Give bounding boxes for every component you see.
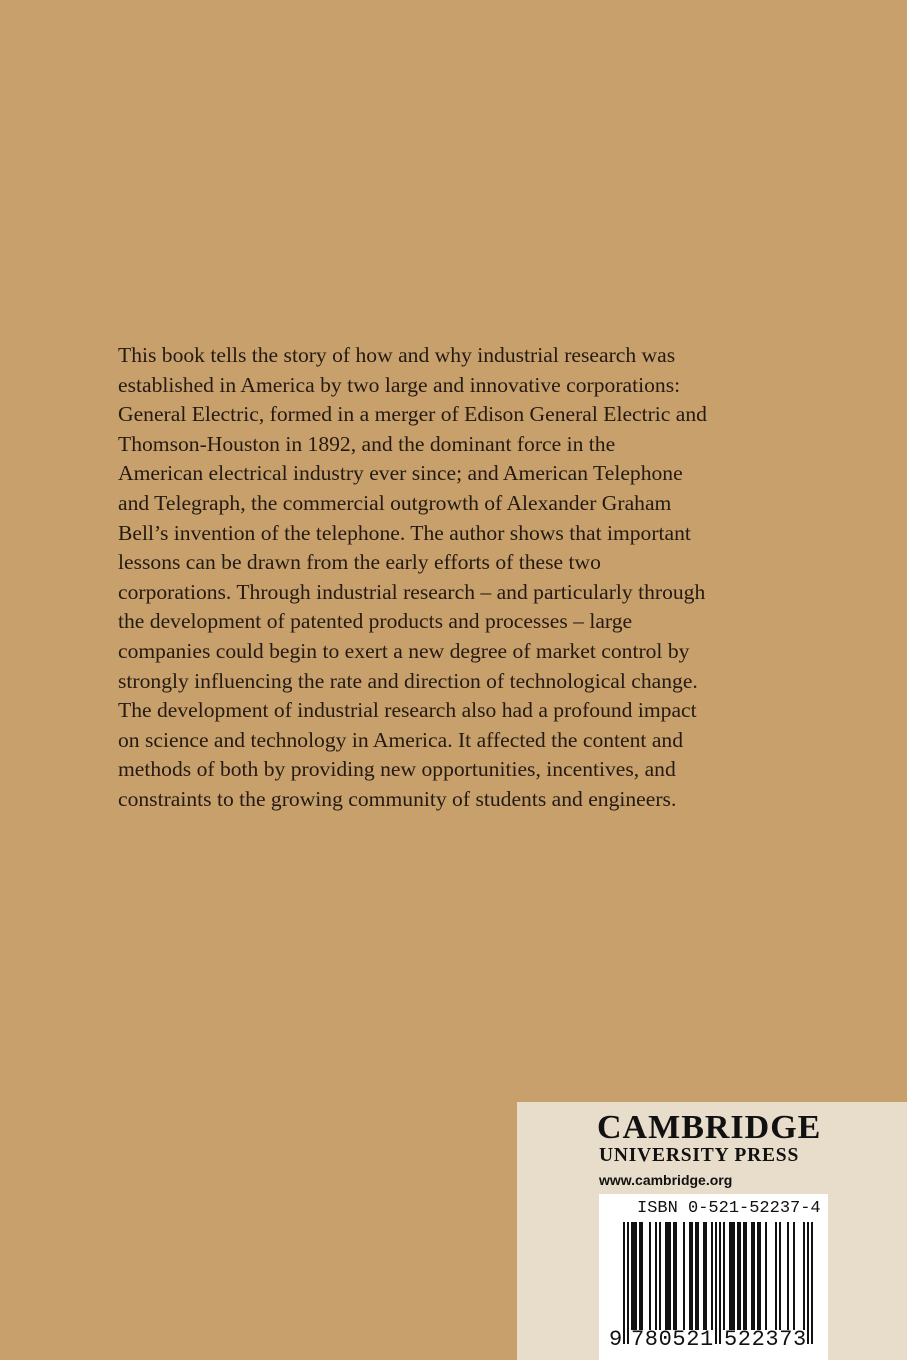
description-line: constraints to the growing community of students and engineers.: [118, 786, 677, 811]
barcode-bar: [719, 1222, 721, 1344]
barcode-bar: [691, 1222, 693, 1330]
description-line: General Electric, formed in a merger of Edison General Electric and: [118, 402, 707, 427]
barcode-bar: [683, 1222, 685, 1330]
barcode-bar: [751, 1222, 753, 1330]
barcode-bar: [631, 1222, 633, 1330]
barcode-bar: [635, 1222, 637, 1330]
description-line: corporations. Through industrial research – and particularly through: [118, 579, 706, 604]
barcode: [599, 1194, 828, 1360]
barcode-bar: [675, 1222, 677, 1330]
barcode-bar: [753, 1222, 755, 1330]
barcode-bar: [757, 1222, 759, 1330]
description-line: established in America by two large and innovative corporations:: [118, 372, 681, 397]
publisher-website: www.cambridge.org: [599, 1172, 733, 1188]
barcode-bar: [745, 1222, 747, 1330]
description-line: lessons can be drawn from the early efforts of these two: [118, 550, 601, 575]
isbn-label: ISBN 0-521-52237-4: [637, 1199, 821, 1218]
description-line: This book tells the story of how and why industrial research was: [118, 343, 676, 367]
barcode-bar: [649, 1222, 651, 1330]
barcode-bar: [703, 1222, 705, 1330]
barcode-bar: [669, 1222, 671, 1330]
barcode-bar: [765, 1222, 767, 1330]
barcode-bar: [733, 1222, 735, 1330]
ean-first-digit: 9: [609, 1327, 623, 1352]
barcode-bar: [807, 1222, 809, 1344]
description-line: Bell’s invention of the telephone. The author shows that important: [118, 520, 691, 545]
barcode-bar: [743, 1222, 745, 1330]
description-line: methods of both by providing new opportunities, incentives, and: [118, 757, 676, 782]
barcode-bar: [689, 1222, 691, 1330]
publisher-name: CAMBRIDGE: [597, 1109, 822, 1146]
description-line: strongly influencing the rate and direction of technological change.: [118, 668, 698, 693]
barcode-bar: [711, 1222, 713, 1330]
barcode-bar: [737, 1222, 739, 1330]
barcode-bar: [633, 1222, 635, 1330]
barcode-bar: [695, 1222, 697, 1330]
description-line: the development of patented products and processes – large: [118, 609, 633, 634]
barcode-bar: [731, 1222, 733, 1330]
description-line: American electrical industry ever since; and American Telephone: [118, 461, 683, 486]
description-line: companies could begin to exert a new degree of market control by: [118, 638, 690, 663]
barcode-bar: [673, 1222, 675, 1330]
publisher-panel: [517, 1102, 907, 1360]
barcode-bar: [705, 1222, 707, 1330]
barcode-bar: [665, 1222, 667, 1330]
barcode-bar: [641, 1222, 643, 1330]
description-line: on science and technology in America. It affected the content and: [118, 727, 684, 752]
barcode-bar: [627, 1222, 629, 1344]
barcode-bar: [759, 1222, 761, 1330]
barcode-bar: [715, 1222, 717, 1344]
barcode-bar: [779, 1222, 781, 1330]
barcode-bar: [655, 1222, 657, 1330]
description-line: The development of industrial research also had a profound impact: [118, 698, 697, 723]
barcode-bar: [623, 1222, 625, 1344]
publisher-subtitle: UNIVERSITY PRESS: [599, 1145, 800, 1166]
barcode-bar: [659, 1222, 661, 1330]
book-description: [118, 341, 818, 815]
barcode-bar: [697, 1222, 699, 1330]
description-line: and Telegraph, the commercial outgrowth of Alexander Graham: [118, 490, 672, 515]
barcode-bar: [739, 1222, 741, 1330]
description-line: Thomson-Houston in 1892, and the dominant force in the: [118, 431, 616, 456]
barcode-bar: [775, 1222, 777, 1330]
ean-left-group: 780521: [631, 1327, 714, 1352]
barcode-bar: [639, 1222, 641, 1330]
barcode-bar: [811, 1222, 813, 1344]
barcode-bar: [793, 1222, 795, 1330]
barcode-bar: [723, 1222, 725, 1330]
barcode-bar: [729, 1222, 731, 1330]
ean-right-group: 522373: [724, 1327, 807, 1352]
barcode-bar: [803, 1222, 805, 1330]
barcode-bar: [787, 1222, 789, 1330]
barcode-bar: [667, 1222, 669, 1330]
